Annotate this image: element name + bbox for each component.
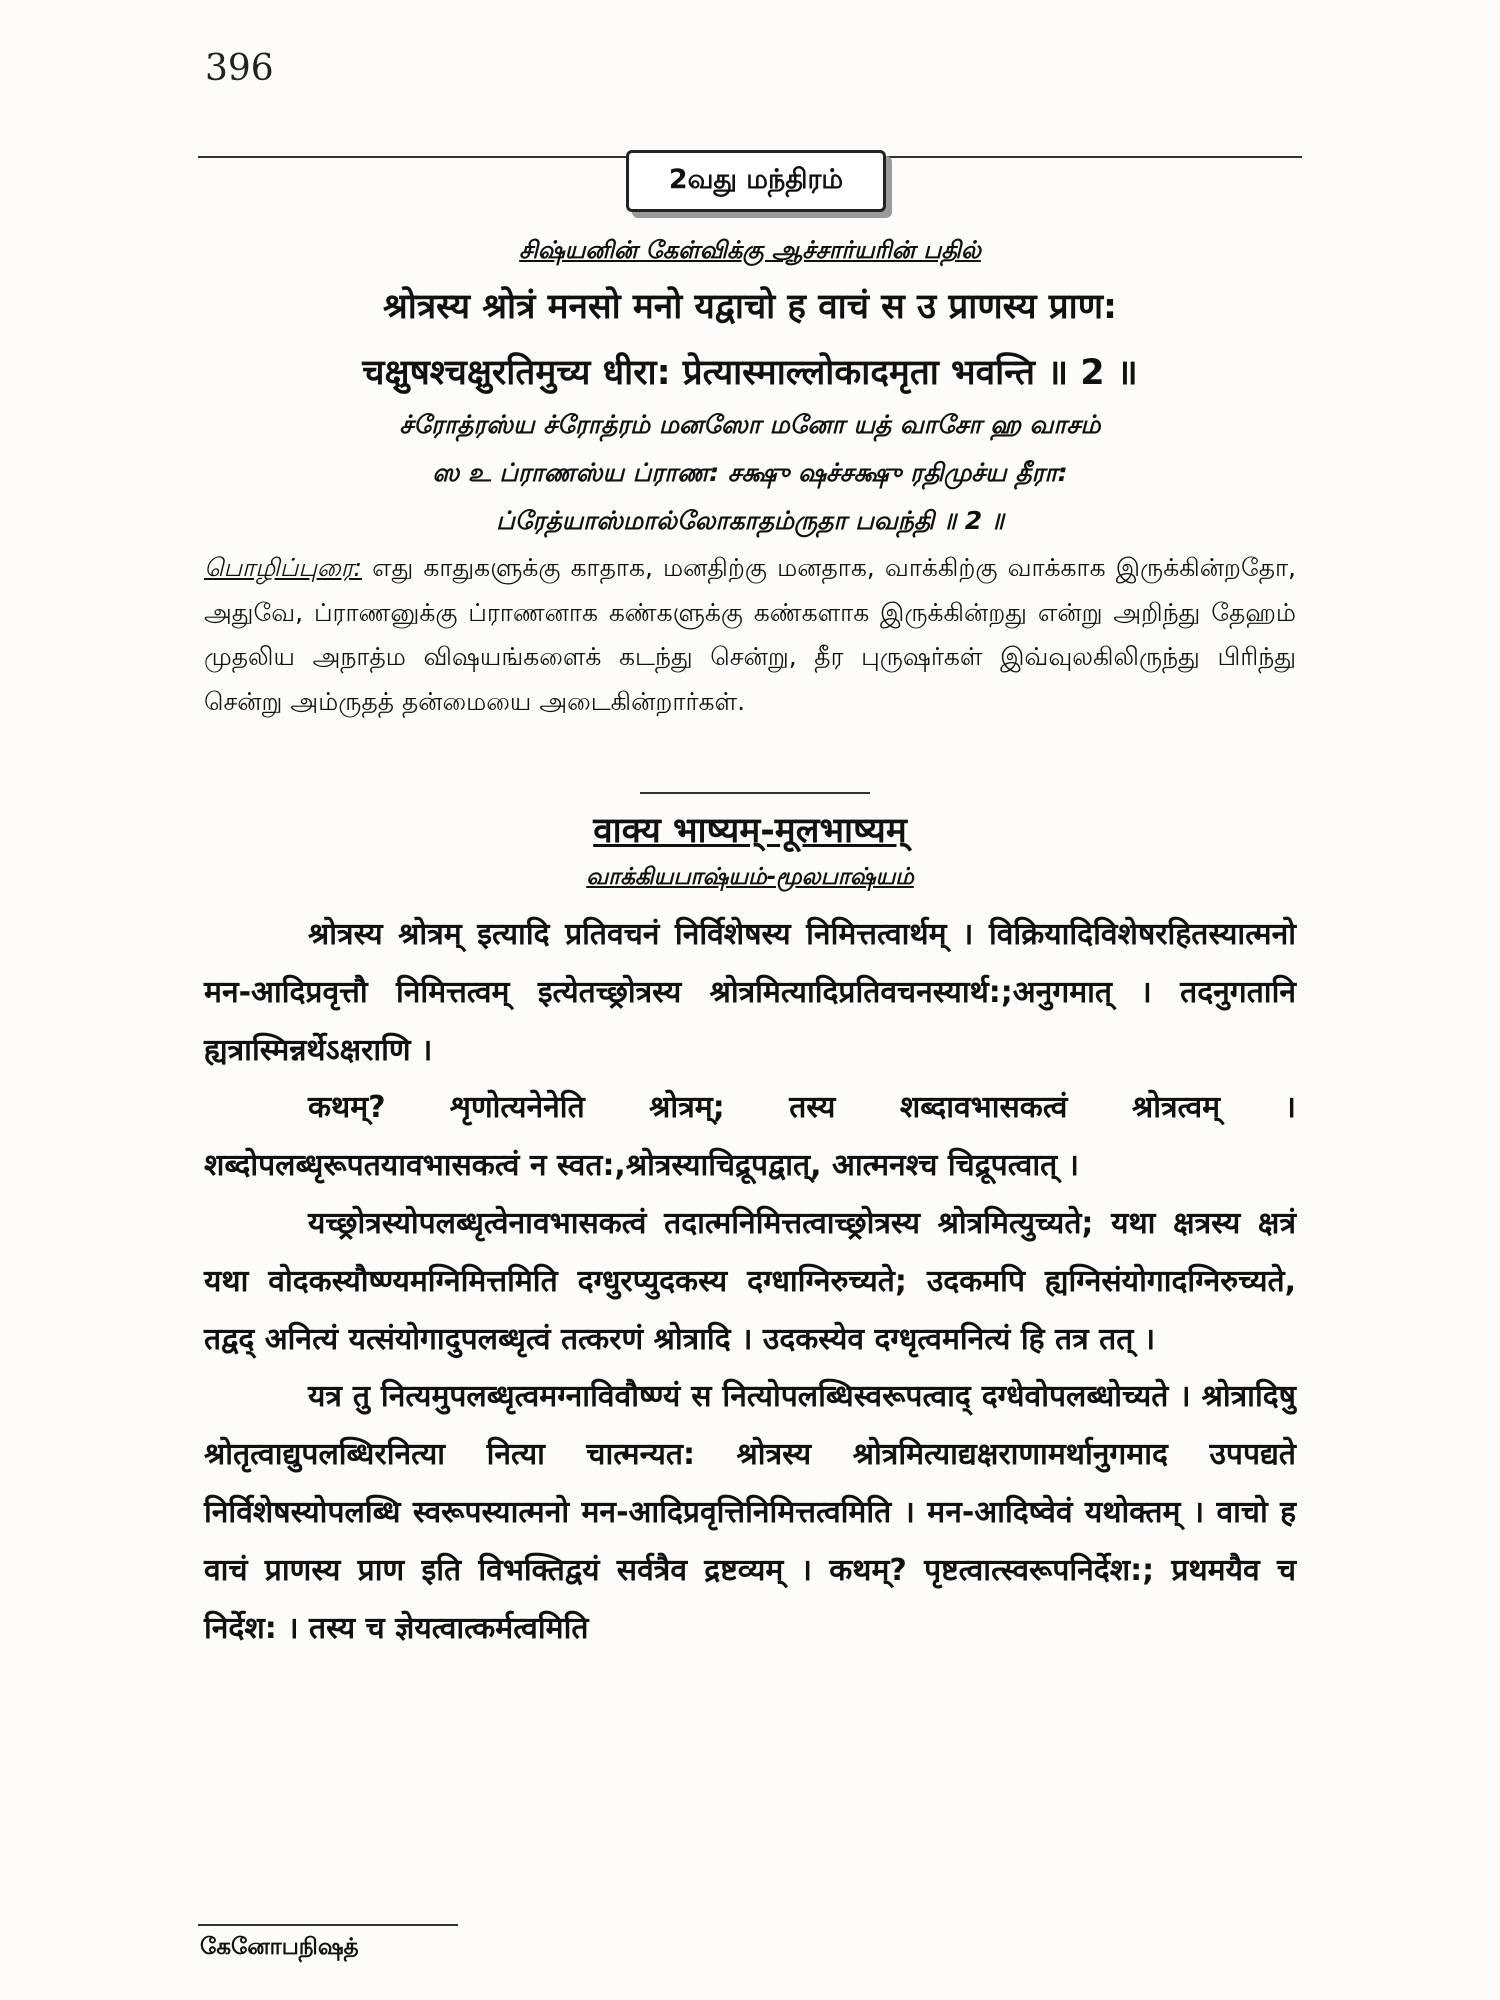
verse-transliteration-line-2: ஸ உ ப்ராணஸ்ய ப்ராண: சக்ஷு ஷச்சக்ஷு ரதிமுச்ய தீரா: [432,458,1068,487]
separator-rule [640,792,870,794]
page-number: 396 [205,48,274,89]
bhashya-body [204,906,1296,1657]
bhashya-paragraph-3: यच्छ्रोत्रस्योपलब्धृत्वेनावभासकत्वं तदात्मनिमित्तत्वाच्छ्रोत्रस्य श्रोत्रमित्युच्यते; यथा क्षत्रस्य क्षत्रं यथा वोदकस्यौष्ण्यमग्निमित्तमिति दग्धुरप्युदकस्य दग्धाग्निरुच्यते; उदकमपि ह्यग्निसंयोगादग्निरुच्यते, तद्वद् अनित्यं यत्संयोगादुपलब्धृत्वं तत्करणं श्रोत्रादि । उदकस्येव दग्धृत्वमनित्यं हि तत्र तत् । [204,1205,1296,1357]
footer-book-title: கேனோபநிஷத் [200,1934,359,1960]
bhashya-paragraph-4: यत्र तु नित्यमुपलब्धृत्वमग्नाविवौष्ण्यं स नित्योपलब्धिस्वरूपत्वाद् दग्धेवोपलब्धोच्यते । श्रोत्रादिषु श्रोतृत्वाद्युपलब्धिरनित्या नित्या चात्मन्यत: श्रोत्रस्य श्रोत्रमित्याद्यक्षराणामर्थानुगमाद उपपद्यते निर्विशेषस्योपलब्धि स्वरूपस्यात्मनो मन-आदिप्रवृत्तिनिमित्तत्वमिति । मन-आदिष्वेवं यथोक्तम् । वाचो ह वाचं प्राणस्य प्राण इति विभक्तिद्वयं सर्वत्रैव द्रष्टव्यम् । कथम्? पृष्टत्वात्स्वरूपनिर्देश:; प्रथमयैव च निर्देश: । तस्य च ज्ञेयत्वात्कर्मत्वमिति [204,1379,1296,1646]
footer-rule [198,1924,458,1926]
verse-sanskrit-line-2: चक्षुषश्चक्षुरतिमुच्य धीरा: प्रेत्यास्माल्लोकादमृता भवन्ति ॥ 2 ॥ [362,353,1138,393]
meaning-text: எது காதுகளுக்கு காதாக, மனதிற்கு மனதாக, வாக்கிற்கு வாக்காக இருக்கின்றதோ, அதுவே, ப்ராணனுக்கு ப்ராணனாக கண்களுக்கு கண்களாக இருக்கின்றது என்று அறிந்து தேஹம் முதலிய அநாத்ம விஷயங்களைக் கடந்து சென்று, தீர புருஷர்கள் இவ்வுலகிலிருந்து பிரிந்து சென்று அம்ருதத் தன்மையை அடைகின்றார்கள். [204,553,1296,716]
section-title: 2வது மந்திரம் [626,150,886,212]
bhashya-paragraph-1: श्रोत्रस्य श्रोत्रम् इत्यादि प्रतिवचनं निर्विशेषस्य निमित्तत्वार्थम् । विक्रियादिविशेषरहितस्यात्मनो मन-आदिप्रवृत्तौ निमित्तत्वम् इत्येतच्छ्रोत्रस्य श्रोत्रमित्यादिप्रतिवचनस्यार्थ:;अनुगमात् । तदनुगतानि ह्यत्रास्मिन्नर्थेऽक्षराणि । [204,917,1296,1068]
bhashya-paragraph-2: कथम्? शृणोत्यनेनेति श्रोत्रम्; तस्य शब्दावभासकत्वं श्रोत्रत्वम् । शब्दोपलब्धृरूपतयावभासकत्वं न स्वत:,श्रोत्रस्याचिद्रूपद्वात्, आत्मनश्च चिद्रूपत्वात् । [204,1090,1296,1184]
bhashya-heading-sanskrit: वाक्य भाष्यम्-मूलभाष्यम् [593,811,907,851]
bhashya-heading-tamil: வாக்கியபாஷ்யம்-மூலபாஷ்யம் [586,864,914,890]
subtitle: சிஷ்யனின் கேள்விக்கு ஆச்சார்யரின் பதில் [519,236,981,264]
verse-transliteration-line-1: ச்ரோத்ரஸ்ய ச்ரோத்ரம் மனஸோ மனோ யத் வாசோ ஹ வாசம் [399,410,1101,439]
meaning-label: பொழிப்புரை: [204,553,362,582]
verse-sanskrit-line-1: श्रोत्रस्य श्रोत्रं मनसो मनो यद्वाचो ह वाचं स उ प्राणस्य प्राण: [382,287,1118,327]
verse-transliteration-line-3: ப்ரேத்யாஸ்மால்லோகாதம்ருதா பவந்தி ॥ 2 ॥ [496,506,1004,535]
meaning-paragraph [204,546,1296,724]
